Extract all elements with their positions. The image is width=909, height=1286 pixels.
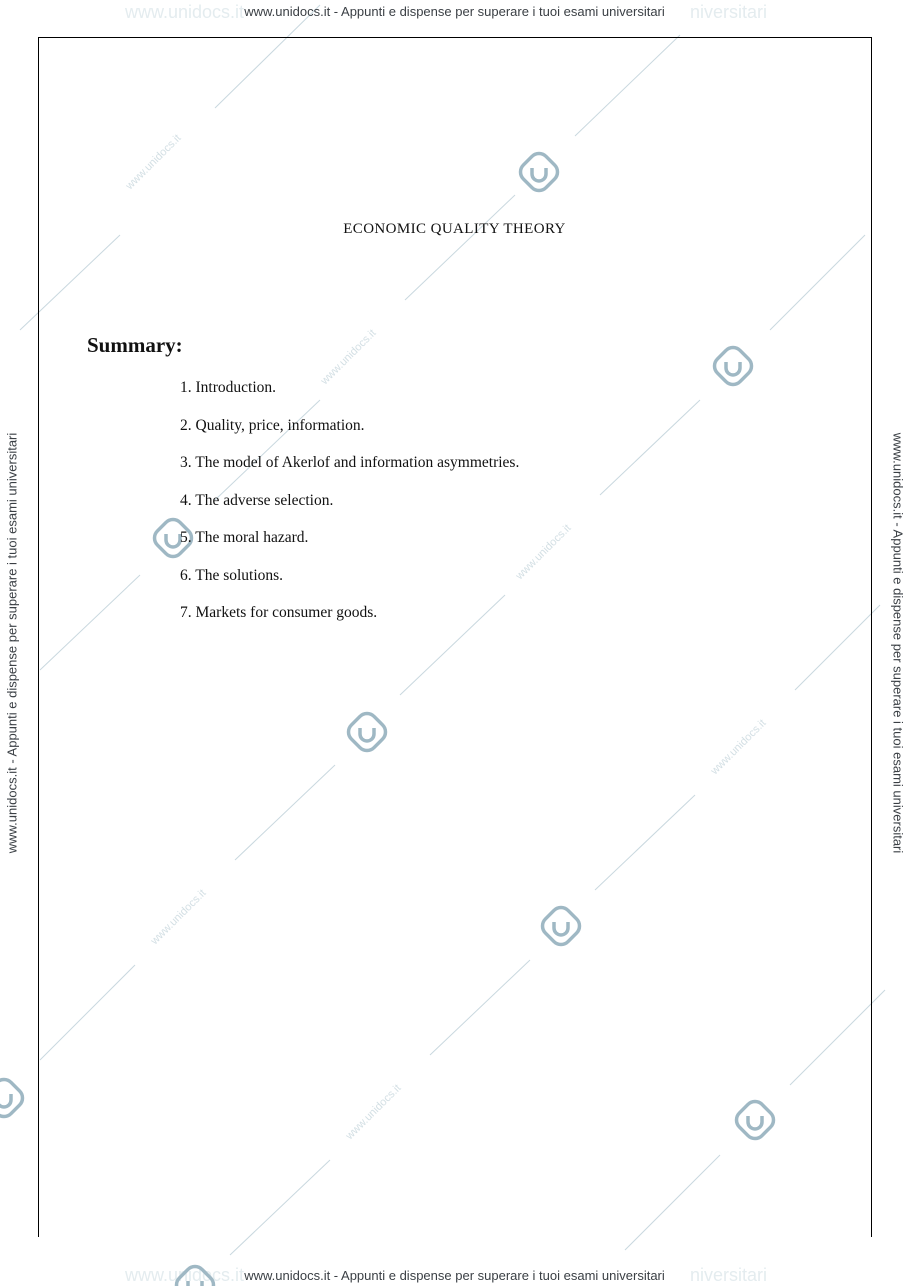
svg-text:www.unidocs.it: www.unidocs.it: [708, 717, 769, 778]
svg-text:www.unidocs.it: www.unidocs.it: [343, 1082, 404, 1143]
summary-heading: Summary:: [87, 333, 183, 357]
summary-item: 5. The moral hazard.: [180, 529, 309, 546]
summary-item: 1. Introduction.: [180, 379, 276, 396]
summary-item: 4. The adverse selection.: [180, 491, 334, 509]
svg-text:www.unidocs.it: www.unidocs.it: [148, 887, 209, 948]
svg-text:niversitari: niversitari: [690, 2, 768, 22]
right-side-banner: www.unidocs.it - Appunti e dispense per superare i tuoi esami universitari: [890, 432, 906, 854]
top-banner: www.unidocs.it - Appunti e dispense per superare i tuoi esami universitari: [244, 4, 665, 19]
svg-text:www.unidocs.it: www.unidocs.it: [123, 132, 184, 193]
document-title: ECONOMIC QUALITY THEORY: [343, 221, 566, 237]
svg-text:niversitari: niversitari: [690, 1265, 768, 1285]
svg-text:www.unidocs.it: www.unidocs.it: [318, 327, 379, 388]
svg-text:www.unidocs.it: www.unidocs.it: [125, 2, 245, 22]
summary-item: 3. The model of Akerlof and information asymmetries.: [180, 454, 520, 471]
svg-text:www.unidocs.it: www.unidocs.it: [513, 522, 574, 583]
summary-item: 6. The solutions.: [180, 566, 284, 584]
left-side-banner: www.unidocs.it - Appunti e dispense per superare i tuoi esami universitari: [4, 432, 20, 854]
summary-item: 2. Quality, price, information.: [180, 416, 365, 434]
summary-item: 7. Markets for consumer goods.: [180, 604, 378, 621]
summary-list: [180, 378, 519, 641]
svg-text:www.unidocs.it: www.unidocs.it: [125, 1265, 245, 1285]
bottom-banner: www.unidocs.it - Appunti e dispense per superare i tuoi esami universitari: [244, 1268, 665, 1283]
